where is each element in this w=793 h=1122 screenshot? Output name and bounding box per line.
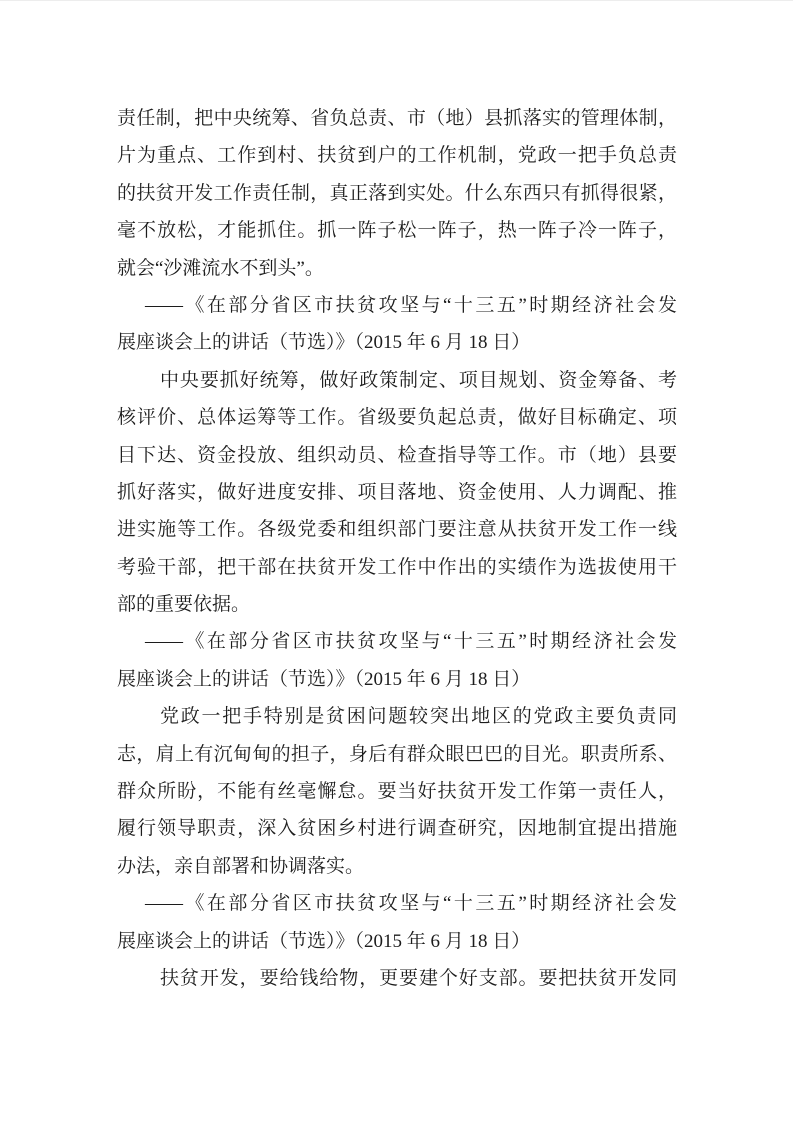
citation-date-line: 展座谈会上的讲话（节选）》（2015 年 6 月 18 日） <box>117 332 531 354</box>
text-line: 目下达、资金投放、组织动员、检查指导等工作。市（地）县要 <box>117 444 677 466</box>
text-line: 部的重要依据。 <box>117 594 251 616</box>
citation-date-line: 展座谈会上的讲话（节选）》（2015 年 6 月 18 日） <box>117 668 531 690</box>
text-line: 中央要抓好统筹，做好政策制定、项目规划、资金筹备、考 <box>160 369 677 391</box>
citation-line: ——《在部分省区市扶贫攻坚与“十三五”时期经济社会发 <box>145 294 677 316</box>
text-line: 考验干部，把干部在扶贫开发工作中作出的实绩作为选拔使用干 <box>117 556 677 578</box>
text-line: 毫不放松，才能抓住。抓一阵子松一阵子，热一阵子冷一阵子， <box>117 220 677 242</box>
text-line: 群众所盼，不能有丝毫懈怠。要当好扶贫开发工作第一责任人， <box>117 781 677 803</box>
text-line: 履行领导职责，深入贫困乡村进行调查研究，因地制宜提出措施 <box>117 818 677 840</box>
text-line: 扶贫开发，要给钱给物，更要建个好支部。要把扶贫开发同 <box>160 967 677 989</box>
text-line: 志，肩上有沉甸甸的担子，身后有群众眼巴巴的目光。职责所系、 <box>117 743 677 765</box>
text-line: 抓好落实，做好进度安排、项目落地、资金使用、人力调配、推 <box>117 481 677 503</box>
text-line: 党政一把手特别是贫困问题较突出地区的党政主要负责同 <box>160 706 677 728</box>
text-line: 进实施等工作。各级党委和组织部门要注意从扶贫开发工作一线 <box>117 519 677 541</box>
text-line: 核评价、总体运筹等工作。省级要负起总责，做好目标确定、项 <box>117 407 677 429</box>
text-line: 的扶贫开发工作责任制，真正落到实处。什么东西只有抓得很紧， <box>117 182 677 204</box>
text-line: 片为重点、工作到村、扶贫到户的工作机制，党政一把手负总责 <box>117 145 677 167</box>
text-line: 责任制，把中央统筹、省负总责、市（地）县抓落实的管理体制， <box>117 108 677 129</box>
document-text <box>117 100 677 997</box>
text-line: 就会“沙滩流水不到头”。 <box>117 257 324 279</box>
citation-line: ——《在部分省区市扶贫攻坚与“十三五”时期经济社会发 <box>145 893 677 915</box>
citation-line: ——《在部分省区市扶贫攻坚与“十三五”时期经济社会发 <box>145 631 677 653</box>
citation-date-line: 展座谈会上的讲话（节选）》（2015 年 6 月 18 日） <box>117 930 531 952</box>
text-line: 办法，亲自部署和协调落实。 <box>117 855 365 877</box>
